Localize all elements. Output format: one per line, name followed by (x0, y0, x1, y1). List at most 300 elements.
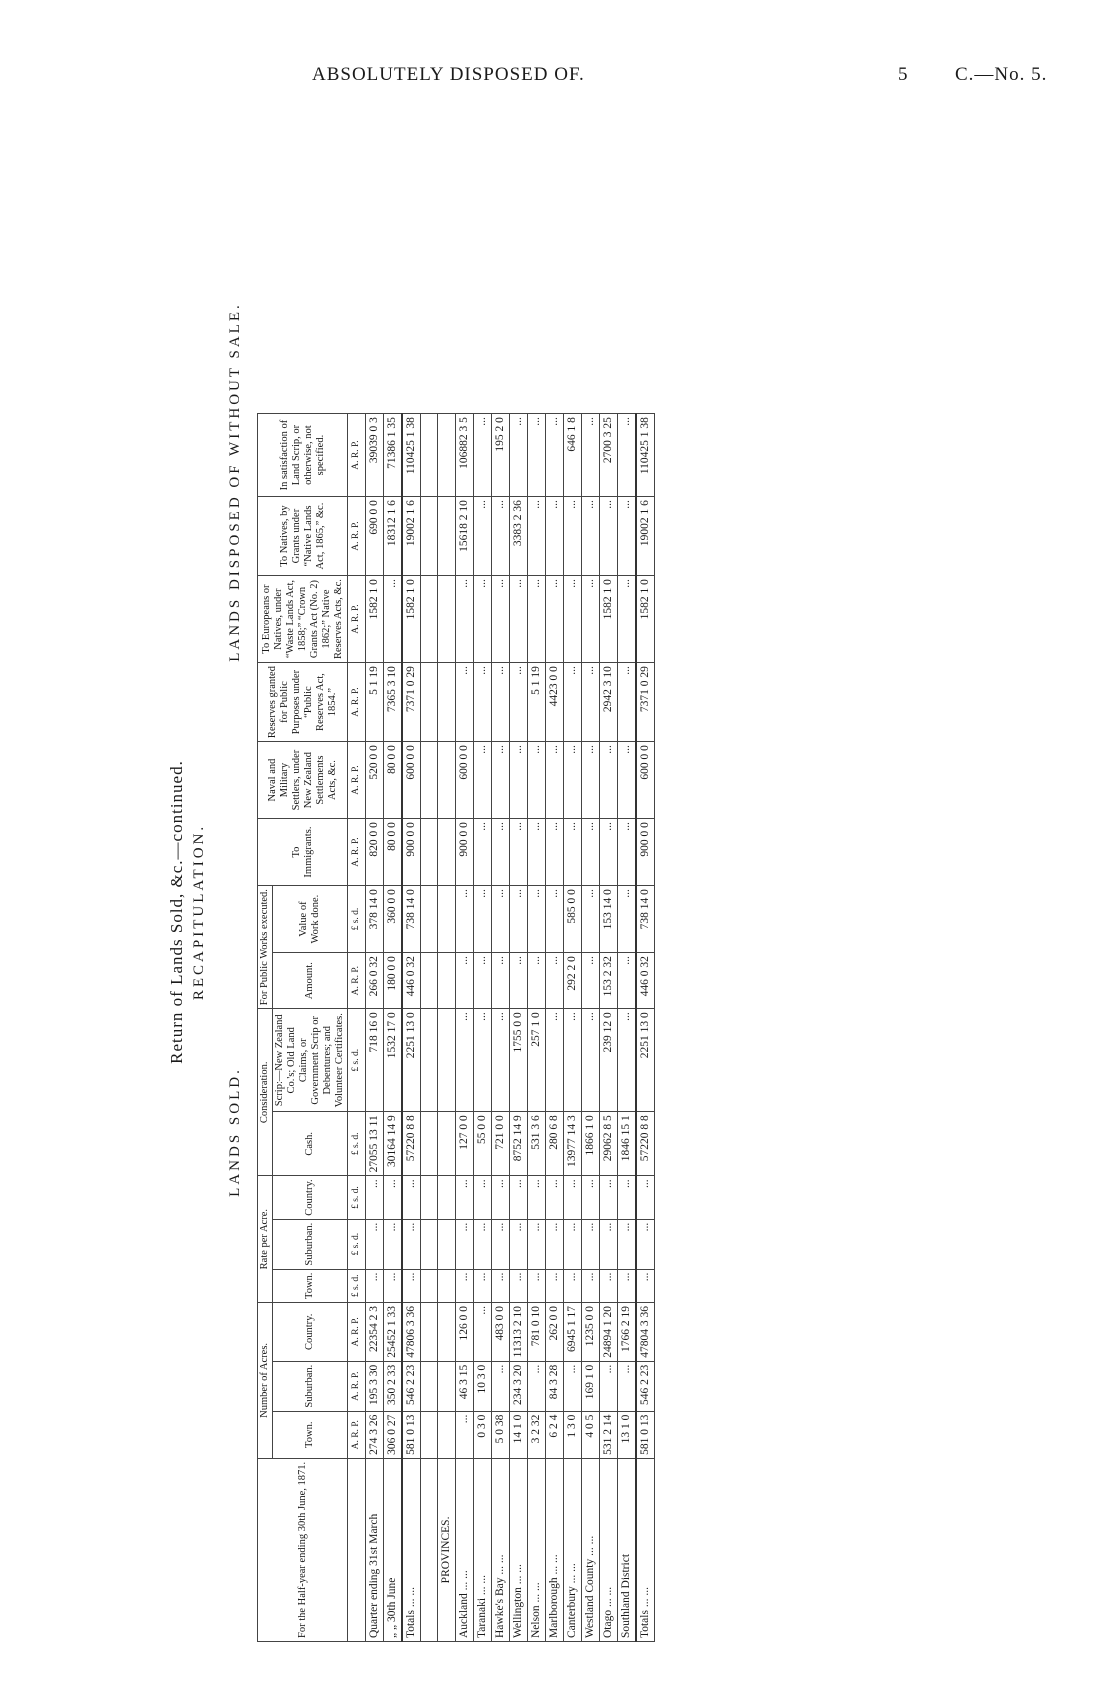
cell-immigrants: 900 0 0 (636, 819, 655, 886)
recapitulation-title: RECAPITULATION. (191, 823, 207, 1001)
spacer-cell (421, 414, 438, 497)
cell-pw-value: ... (510, 886, 528, 953)
suburban-acres-header: Suburban. (273, 1361, 348, 1411)
blank-cell (438, 1219, 456, 1269)
blank-cell (438, 742, 456, 819)
spacer-cell (421, 953, 438, 1009)
unit-cell: A. R. P. (348, 742, 366, 819)
spacer-cell (421, 1009, 438, 1112)
unit-cell: £ s. d. (348, 1009, 366, 1112)
cell-rate-sub: ... (618, 1219, 637, 1269)
cell-rate-sub: ... (528, 1219, 546, 1269)
cell-reserves: 5 1 19 (366, 663, 384, 742)
cell-naval: 520 0 0 (366, 742, 384, 819)
cell-satisfaction: 646 1 8 (564, 414, 582, 497)
blank-cell (438, 1009, 456, 1112)
spacer-cell (421, 663, 438, 742)
cell-rate-country: ... (528, 1176, 546, 1219)
cell-natives: ... (528, 497, 546, 576)
blank-cell (438, 1302, 456, 1361)
cell-cash: 127 0 0 (456, 1112, 474, 1176)
cell-immigrants: ... (564, 819, 582, 886)
cell-scrip: 1755 0 0 (510, 1009, 528, 1112)
cell-immigrants: ... (600, 819, 618, 886)
cell-pw-amount: 446 0 32 (402, 953, 421, 1009)
cell-rate-country: ... (636, 1176, 655, 1219)
town-acres-header: Town. (273, 1411, 348, 1458)
cell-country: 47806 3 36 (402, 1302, 421, 1361)
cell-rate-sub: ... (582, 1219, 600, 1269)
cell-cash: 1866 1 0 (582, 1112, 600, 1176)
period-header: For the Half-year ending 30th June, 1871. (258, 1458, 348, 1641)
cell-suburban: 546 2 23 (402, 1361, 421, 1411)
cell-reserves: ... (510, 663, 528, 742)
cell-scrip: 257 1 0 (528, 1009, 546, 1112)
cell-rate-town: ... (564, 1269, 582, 1302)
province-row (600, 414, 618, 1642)
blank-cell (438, 953, 456, 1009)
cell-town: ... (456, 1411, 474, 1458)
cell-satisfaction: ... (528, 414, 546, 497)
province-row (618, 414, 637, 1642)
row-label: Wellington ... ... (510, 1458, 528, 1641)
cell-natives: ... (600, 497, 618, 576)
cell-satisfaction: 39039 0 3 (366, 414, 384, 497)
cell-rate-country: ... (492, 1176, 510, 1219)
cell-scrip: 2251 13 0 (402, 1009, 421, 1112)
cell-cash: 531 3 6 (528, 1112, 546, 1176)
spacer-cell (421, 1269, 438, 1302)
cell-reserves: 5 1 19 (528, 663, 546, 742)
cell-reserves: 7371 0 29 (402, 663, 421, 742)
cell-natives: 18312 1 6 (384, 497, 403, 576)
cell-pw-value: 153 14 0 (600, 886, 618, 953)
cell-naval: ... (564, 742, 582, 819)
cell-pw-amount: ... (582, 953, 600, 1009)
row-label: Totals ... ... (402, 1458, 421, 1641)
cell-rate-town: ... (546, 1269, 564, 1302)
cell-satisfaction: 106882 3 5 (456, 414, 474, 497)
cell-natives: 15618 2 10 (456, 497, 474, 576)
cell-country: 126 0 0 (456, 1302, 474, 1361)
cell-satisfaction: 110425 1 38 (636, 414, 655, 497)
cell-immigrants: ... (546, 819, 564, 886)
spacer-cell (421, 886, 438, 953)
cell-rate-town: ... (618, 1269, 637, 1302)
cell-naval: ... (618, 742, 637, 819)
cell-satisfaction: 195 2 0 (492, 414, 510, 497)
cell-suburban: 10 3 0 (474, 1361, 492, 1411)
cell-europeans: ... (492, 576, 510, 663)
unit-cell: A. R. P. (348, 663, 366, 742)
provinces-heading: PROVINCES. (438, 1458, 456, 1641)
cell-rate-sub: ... (564, 1219, 582, 1269)
totals-row (402, 414, 421, 1642)
spacer-cell (421, 576, 438, 663)
cell-cash: 280 6 8 (546, 1112, 564, 1176)
blank-cell (438, 886, 456, 953)
row-label: Nelson ... ... (528, 1458, 546, 1641)
cell-town: 4 0 5 (582, 1411, 600, 1458)
cell-naval: 600 0 0 (636, 742, 655, 819)
cell-rate-country: ... (564, 1176, 582, 1219)
consideration-header: Consideration. (258, 1009, 273, 1176)
cell-town: 581 0 13 (402, 1411, 421, 1458)
unit-cell: A. R. P. (348, 1361, 366, 1411)
province-row (564, 414, 582, 1642)
cell-natives: 19002 1 6 (636, 497, 655, 576)
cell-rate-country: ... (582, 1176, 600, 1219)
cell-cash: 8752 14 9 (510, 1112, 528, 1176)
spacer-cell (421, 1411, 438, 1458)
cell-immigrants: ... (528, 819, 546, 886)
unit-cell: £ s. d. (348, 1269, 366, 1302)
cell-town: 274 3 26 (366, 1411, 384, 1458)
cell-suburban: 350 2 33 (384, 1361, 403, 1411)
cell-immigrants: ... (582, 819, 600, 886)
acres-header: Number of Acres. (258, 1302, 273, 1458)
cell-pw-amount: 446 0 32 (636, 953, 655, 1009)
blank-cell (438, 819, 456, 886)
cell-satisfaction: 110425 1 38 (402, 414, 421, 497)
cell-town: 581 0 13 (636, 1411, 655, 1458)
cell-europeans: 1582 1 0 (366, 576, 384, 663)
province-row (474, 414, 492, 1642)
blank-cell (438, 1112, 456, 1176)
cell-pw-amount: 180 0 0 (384, 953, 403, 1009)
cell-scrip: 718 16 0 (366, 1009, 384, 1112)
cell-rate-town: ... (474, 1269, 492, 1302)
country-acres-header: Country. (273, 1302, 348, 1361)
unit-cell: A. R. P. (348, 497, 366, 576)
cell-pw-amount: ... (618, 953, 637, 1009)
cell-pw-amount: ... (546, 953, 564, 1009)
cell-naval: ... (600, 742, 618, 819)
cell-rate-sub: ... (546, 1219, 564, 1269)
cell-country: 6945 1 17 (564, 1302, 582, 1361)
cell-suburban: 195 3 30 (366, 1361, 384, 1411)
cell-rate-town: ... (492, 1269, 510, 1302)
cell-country: 1766 2 19 (618, 1302, 637, 1361)
cell-scrip: 1532 17 0 (384, 1009, 403, 1112)
cell-europeans: ... (384, 576, 403, 663)
cell-suburban: 234 3 20 (510, 1361, 528, 1411)
cell-pw-value: ... (474, 886, 492, 953)
cell-suburban: ... (528, 1361, 546, 1411)
cell-immigrants: ... (618, 819, 637, 886)
spacer-cell (421, 1112, 438, 1176)
cell-rate-town: ... (582, 1269, 600, 1302)
unit-cell: A. R. P. (348, 576, 366, 663)
cell-country: 25452 1 33 (384, 1302, 403, 1361)
spacer-cell (421, 1219, 438, 1269)
cell-rate-sub: ... (492, 1219, 510, 1269)
cell-rate-town: ... (636, 1269, 655, 1302)
cell-immigrants: 820 0 0 (366, 819, 384, 886)
cell-immigrants: ... (492, 819, 510, 886)
cell-rate-country: ... (456, 1176, 474, 1219)
cell-pw-value: ... (582, 886, 600, 953)
cell-europeans: ... (618, 576, 637, 663)
cell-country: 22354 2 3 (366, 1302, 384, 1361)
cell-pw-amount: 266 0 32 (366, 953, 384, 1009)
cell-town: 6 2 4 (546, 1411, 564, 1458)
return-title: Return of Lands Sold, &c.—continued. (167, 760, 186, 1064)
europeans-header: To Europeans or Natives, under “Waste Lands Act, 1858;” “Crown Grants Act (No. 2) 1862;” Native Reserves Acts, &c. (258, 576, 348, 663)
unit-cell: £ s. d. (348, 1219, 366, 1269)
cell-country: 483 0 0 (492, 1302, 510, 1361)
cell-reserves: ... (618, 663, 637, 742)
cell-cash: 57220 8 8 (636, 1112, 655, 1176)
row-label: Southland District (618, 1458, 637, 1641)
cell-pw-amount: 153 2 32 (600, 953, 618, 1009)
cell-scrip: 2251 13 0 (636, 1009, 655, 1112)
cell-satisfaction: ... (474, 414, 492, 497)
cell-europeans: ... (456, 576, 474, 663)
cell-naval: 80 0 0 (384, 742, 403, 819)
cell-rate-country: ... (600, 1176, 618, 1219)
cell-pw-value: 378 14 0 (366, 886, 384, 953)
cell-country: ... (474, 1302, 492, 1361)
cell-rate-town: ... (456, 1269, 474, 1302)
cell-naval: 600 0 0 (402, 742, 421, 819)
unit-cell: A. R. P. (348, 1411, 366, 1458)
natives-header: To Natives, by Grants under “Native Lands Act, 1865,” &c. (258, 497, 348, 576)
table-body (366, 414, 655, 1642)
blank-cell (438, 1176, 456, 1219)
cell-reserves: 7371 0 29 (636, 663, 655, 742)
spacer-cell (421, 1361, 438, 1411)
cell-natives: ... (492, 497, 510, 576)
cell-town: 13 1 0 (618, 1411, 637, 1458)
cell-rate-country: ... (384, 1176, 403, 1219)
cell-satisfaction: ... (582, 414, 600, 497)
cell-rate-town: ... (528, 1269, 546, 1302)
row-label: Hawke's Bay ... ... (492, 1458, 510, 1641)
cell-scrip: ... (492, 1009, 510, 1112)
cell-satisfaction: ... (510, 414, 528, 497)
cell-europeans: 1582 1 0 (402, 576, 421, 663)
cell-rate-sub: ... (384, 1219, 403, 1269)
cell-pw-value: ... (546, 886, 564, 953)
cell-scrip: ... (456, 1009, 474, 1112)
cell-natives: ... (582, 497, 600, 576)
cell-rate-country: ... (366, 1176, 384, 1219)
cell-satisfaction: 2700 3 25 (600, 414, 618, 497)
cell-pw-amount: 292 2 0 (564, 953, 582, 1009)
cell-europeans: ... (546, 576, 564, 663)
cell-scrip: 239 12 0 (600, 1009, 618, 1112)
cell-pw-value: 738 14 0 (402, 886, 421, 953)
cell-pw-value: ... (618, 886, 637, 953)
satisfaction-header: In satisfaction of Land Scrip, or otherwise, not specified. (258, 414, 348, 497)
cell-natives: ... (546, 497, 564, 576)
cell-europeans: 1582 1 0 (600, 576, 618, 663)
cell-cash: 55 0 0 (474, 1112, 492, 1176)
cell-rate-country: ... (510, 1176, 528, 1219)
cell-rate-sub: ... (402, 1219, 421, 1269)
province-row (510, 414, 528, 1642)
cell-reserves: ... (492, 663, 510, 742)
row-label: Auckland ... ... (456, 1458, 474, 1641)
cell-immigrants: ... (510, 819, 528, 886)
blank-cell (438, 576, 456, 663)
cell-rate-sub: ... (366, 1219, 384, 1269)
unit-cell: A. R. P. (348, 819, 366, 886)
lands-sold-heading: LANDS SOLD. (227, 1067, 243, 1197)
cell-natives: 690 0 0 (366, 497, 384, 576)
cell-pw-amount: ... (456, 953, 474, 1009)
cell-rate-sub: ... (456, 1219, 474, 1269)
row-label: „ „ 30th June (384, 1458, 403, 1641)
cell-satisfaction: ... (546, 414, 564, 497)
rate-header: Rate per Acre. (258, 1176, 273, 1303)
unit-cell: A. R. P. (348, 953, 366, 1009)
cell-town: 0 3 0 (474, 1411, 492, 1458)
row-label: Otago ... ... (600, 1458, 618, 1641)
page-number: 5 (898, 64, 909, 85)
cell-scrip: ... (546, 1009, 564, 1112)
cell-cash: 29062 8 5 (600, 1112, 618, 1176)
unit-cell: A. R. P. (348, 414, 366, 497)
cell-pw-amount: ... (474, 953, 492, 1009)
spacer-cell (421, 742, 438, 819)
cell-town: 3 2 32 (528, 1411, 546, 1458)
cell-scrip: ... (564, 1009, 582, 1112)
unit-cell: £ s. d. (348, 1176, 366, 1219)
cell-suburban: 169 1 0 (582, 1361, 600, 1411)
cell-suburban: ... (618, 1361, 637, 1411)
cell-suburban: ... (600, 1361, 618, 1411)
row-label: Totals ... ... (636, 1458, 655, 1641)
page-title: ABSOLUTELY DISPOSED OF. (312, 64, 585, 85)
cell-pw-value: 585 0 0 (564, 886, 582, 953)
cell-reserves: ... (582, 663, 600, 742)
cell-scrip: ... (582, 1009, 600, 1112)
spacer-cell (421, 1176, 438, 1219)
recapitulation-table (257, 413, 655, 1642)
suburban-rate-header: Suburban. (273, 1219, 348, 1269)
blank-cell (438, 414, 456, 497)
cell-immigrants: 80 0 0 (384, 819, 403, 886)
town-rate-header: Town. (273, 1269, 348, 1302)
cell-naval: ... (582, 742, 600, 819)
cell-pw-value: ... (456, 886, 474, 953)
blank-cell (438, 1361, 456, 1411)
cell-pw-value: ... (492, 886, 510, 953)
cell-town: 14 1 0 (510, 1411, 528, 1458)
units-row (348, 414, 366, 1642)
cell-pw-value: ... (528, 886, 546, 953)
cell-country: 47804 3 36 (636, 1302, 655, 1361)
unit-cell: £ s. d. (348, 886, 366, 953)
cell-pw-value: 360 0 0 (384, 886, 403, 953)
cell-pw-amount: ... (492, 953, 510, 1009)
cell-pw-value: 738 14 0 (636, 886, 655, 953)
naval-header: Naval and Military Settlers, under New Zealand Settlements Acts, &c. (258, 742, 348, 819)
cell-europeans: ... (564, 576, 582, 663)
province-row (492, 414, 510, 1642)
cell-scrip: ... (474, 1009, 492, 1112)
cell-reserves: ... (564, 663, 582, 742)
cell-rate-country: ... (618, 1176, 637, 1219)
cell-pw-amount: ... (510, 953, 528, 1009)
cell-immigrants: 900 0 0 (456, 819, 474, 886)
unit-cell (348, 1458, 366, 1641)
cell-natives: ... (474, 497, 492, 576)
province-row (528, 414, 546, 1642)
cell-naval: ... (492, 742, 510, 819)
reserves-header: Reserves granted for Public Purposes under “Public Reserves Act, 1854.” (258, 663, 348, 742)
cell-rate-sub: ... (510, 1219, 528, 1269)
cell-europeans: ... (582, 576, 600, 663)
cell-pw-amount: ... (528, 953, 546, 1009)
lands-without-sale-heading: LANDS DISPOSED OF WITHOUT SALE. (227, 302, 243, 662)
row-label: Quarter ending 31st March (366, 1458, 384, 1641)
cell-reserves: ... (474, 663, 492, 742)
cell-rate-town: ... (402, 1269, 421, 1302)
spacer-cell (421, 819, 438, 886)
cell-cash: 13977 14 3 (564, 1112, 582, 1176)
province-row (456, 414, 474, 1642)
cell-natives: ... (618, 497, 637, 576)
cell-country: 11313 2 10 (510, 1302, 528, 1361)
cell-rate-country: ... (402, 1176, 421, 1219)
rotated-table-sheet (155, 112, 1050, 1652)
provinces-totals-row (636, 414, 655, 1642)
province-row (546, 414, 564, 1642)
unit-cell: £ s. d. (348, 1112, 366, 1176)
cell-rate-town: ... (384, 1269, 403, 1302)
province-row (582, 414, 600, 1642)
immigrants-header: To Immigrants. (258, 819, 348, 886)
blank-cell (438, 1411, 456, 1458)
cell-natives: 19002 1 6 (402, 497, 421, 576)
cell-natives: 3383 2 36 (510, 497, 528, 576)
pw-amount-header: Amount. (273, 953, 348, 1009)
quarter-row (384, 414, 403, 1642)
cell-suburban: ... (564, 1361, 582, 1411)
provinces-heading-row (438, 414, 456, 1642)
blank-cell (438, 1269, 456, 1302)
cell-country: 1235 0 0 (582, 1302, 600, 1361)
cell-cash: 57220 8 8 (402, 1112, 421, 1176)
cell-natives: ... (564, 497, 582, 576)
cell-satisfaction: 71386 1 35 (384, 414, 403, 497)
cell-naval: ... (474, 742, 492, 819)
cell-suburban: ... (492, 1361, 510, 1411)
spacer-cell (421, 1302, 438, 1361)
cell-country: 24894 1 20 (600, 1302, 618, 1361)
cell-scrip: ... (618, 1009, 637, 1112)
cell-reserves: 7365 3 10 (384, 663, 403, 742)
public-works-header: For Public Works executed. (258, 886, 273, 1009)
cell-immigrants: ... (474, 819, 492, 886)
cell-rate-country: ... (474, 1176, 492, 1219)
cell-reserves: 2942 3 10 (600, 663, 618, 742)
row-label: Marlborough ... ... (546, 1458, 564, 1641)
cell-rate-town: ... (510, 1269, 528, 1302)
cell-rate-sub: ... (600, 1219, 618, 1269)
cell-town: 5 0 38 (492, 1411, 510, 1458)
cell-europeans: ... (474, 576, 492, 663)
cell-immigrants: 900 0 0 (402, 819, 421, 886)
spacer-row (421, 414, 438, 1642)
cell-naval: ... (546, 742, 564, 819)
cash-header: Cash. (273, 1112, 348, 1176)
pw-value-header: Value of Work done. (273, 886, 348, 953)
unit-cell: A. R. P. (348, 1302, 366, 1361)
